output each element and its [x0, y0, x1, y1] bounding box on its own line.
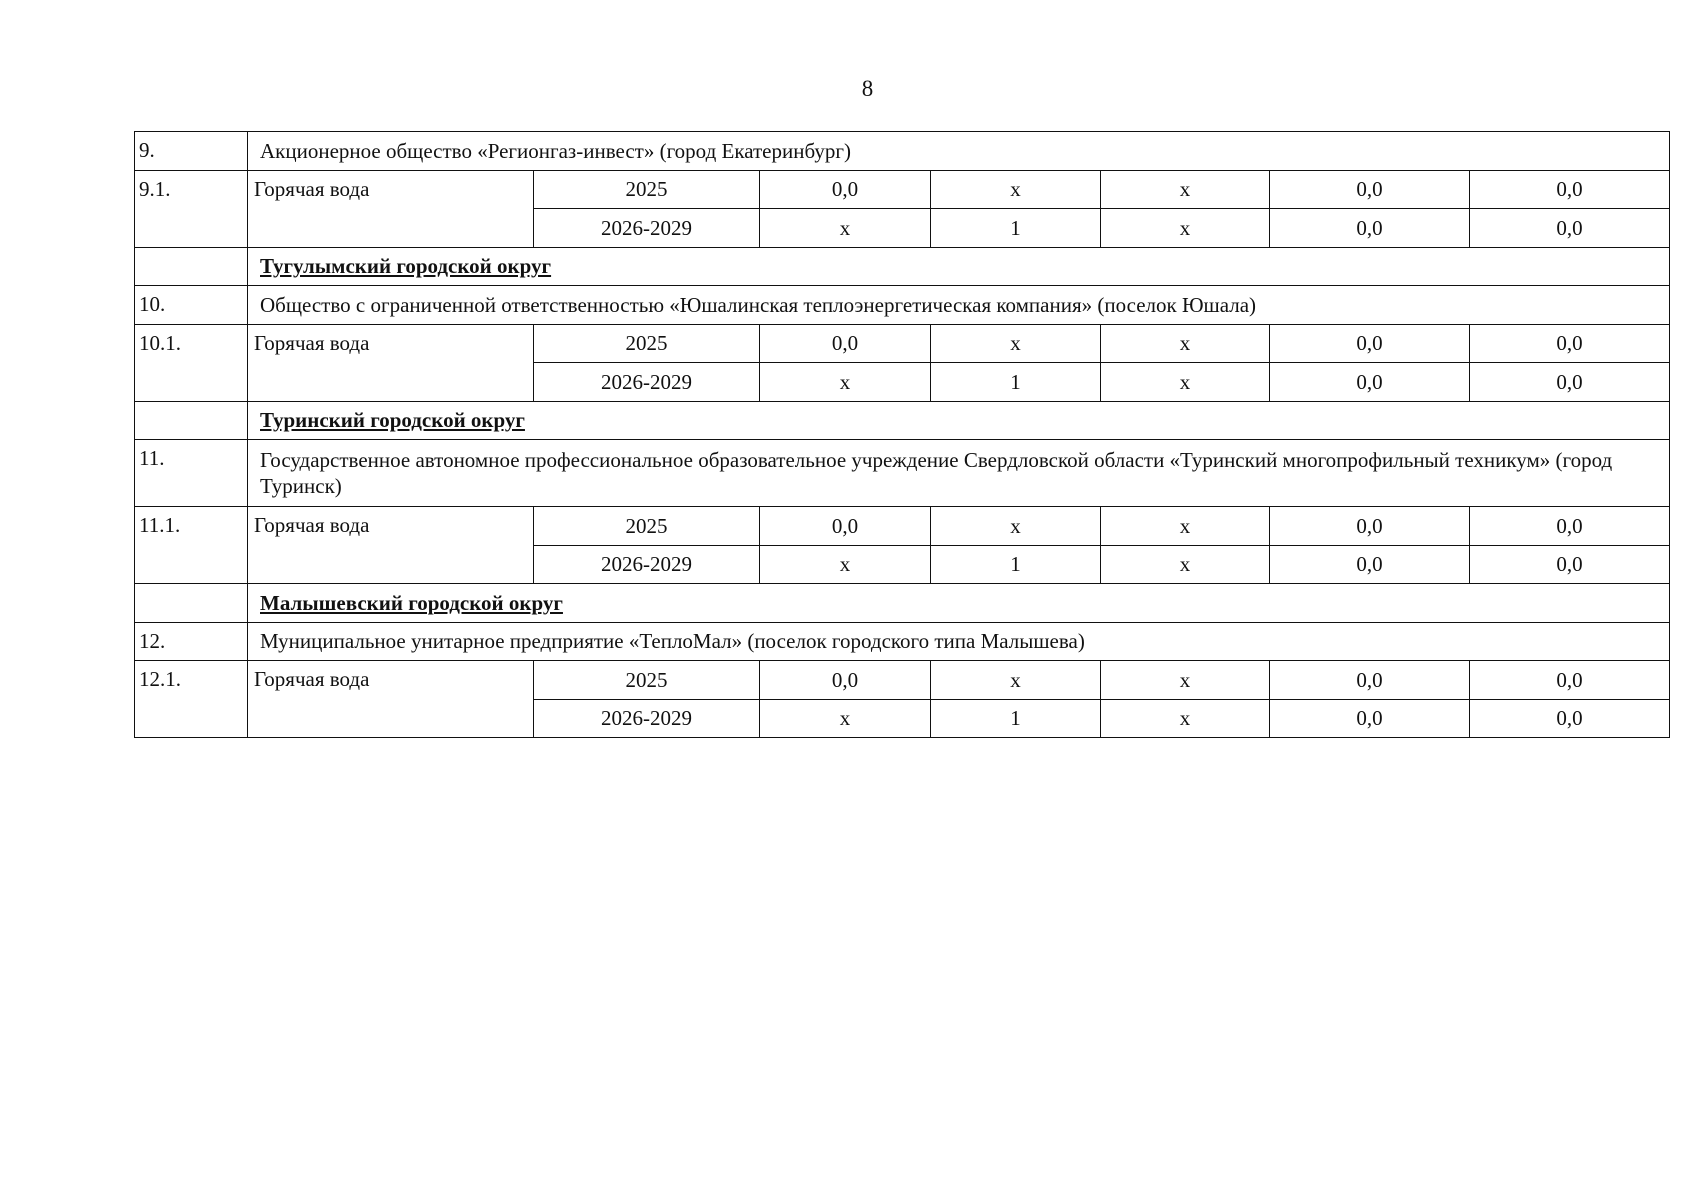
org-number: 12. — [135, 622, 248, 661]
value-cell: 0,0 — [760, 170, 931, 209]
value-cell: x — [1101, 209, 1270, 248]
sub-number: 12.1. — [135, 661, 248, 738]
value-cell: 0,0 — [1270, 170, 1470, 209]
sub-number: 9.1. — [135, 170, 248, 247]
table-row — [135, 170, 1670, 209]
value-cell: 0,0 — [1470, 363, 1670, 402]
sub-name: Горячая вода — [248, 507, 534, 584]
value-cell: x — [1101, 507, 1270, 546]
table-row — [135, 324, 1670, 363]
sub-number: 10.1. — [135, 324, 248, 401]
table-row — [135, 661, 1670, 700]
district-cell — [248, 401, 1670, 440]
value-cell: x — [760, 699, 931, 738]
value-cell: x — [931, 661, 1101, 700]
value-cell: 0,0 — [1470, 324, 1670, 363]
district-title: Туринский городской округ — [260, 408, 525, 433]
value-cell: x — [1101, 170, 1270, 209]
district-cell — [248, 247, 1670, 286]
value-cell: 0,0 — [1270, 507, 1470, 546]
org-number: 10. — [135, 286, 248, 325]
empty-cell — [135, 247, 248, 286]
value-cell: 0,0 — [760, 507, 931, 546]
district-row — [135, 584, 1670, 623]
value-cell: 1 — [931, 363, 1101, 402]
org-row — [135, 132, 1670, 171]
table-row — [135, 507, 1670, 546]
value-cell: 0,0 — [1270, 699, 1470, 738]
org-name: Общество с ограниченной ответственностью «Юшалинская теплоэнергетическая компания» (поселок Юшала) — [248, 286, 1670, 325]
value-cell: 0,0 — [1470, 699, 1670, 738]
district-cell — [248, 584, 1670, 623]
value-cell: x — [1101, 363, 1270, 402]
value-cell: 0,0 — [1470, 507, 1670, 546]
org-name: Акционерное общество «Регионгаз-инвест» (город Екатеринбург) — [248, 132, 1670, 171]
value-cell: 0,0 — [1470, 545, 1670, 584]
value-cell: 0,0 — [1270, 661, 1470, 700]
tariff-table — [134, 131, 1670, 738]
value-cell: x — [760, 363, 931, 402]
value-cell: x — [931, 324, 1101, 363]
district-row — [135, 247, 1670, 286]
period-cell: 2025 — [534, 661, 760, 700]
value-cell: 0,0 — [1270, 324, 1470, 363]
district-title: Малышевский городской округ — [260, 590, 563, 615]
value-cell: x — [931, 170, 1101, 209]
value-cell: 0,0 — [1470, 209, 1670, 248]
period-cell: 2025 — [534, 507, 760, 546]
value-cell: 1 — [931, 699, 1101, 738]
district-row — [135, 401, 1670, 440]
value-cell: x — [1101, 699, 1270, 738]
org-name: Муниципальное унитарное предприятие «ТеплоМал» (поселок городского типа Малышева) — [248, 622, 1670, 661]
org-row — [135, 622, 1670, 661]
sub-number: 11.1. — [135, 507, 248, 584]
sub-name: Горячая вода — [248, 324, 534, 401]
value-cell: x — [1101, 545, 1270, 584]
value-cell: 0,0 — [760, 324, 931, 363]
value-cell: 0,0 — [760, 661, 931, 700]
org-row — [135, 440, 1670, 507]
value-cell: 0,0 — [1470, 170, 1670, 209]
value-cell: x — [760, 209, 931, 248]
period-cell: 2025 — [534, 170, 760, 209]
org-row — [135, 286, 1670, 325]
period-cell: 2026-2029 — [534, 545, 760, 584]
value-cell: x — [1101, 661, 1270, 700]
sub-name: Горячая вода — [248, 170, 534, 247]
value-cell: 0,0 — [1270, 545, 1470, 584]
empty-cell — [135, 401, 248, 440]
value-cell: 0,0 — [1270, 209, 1470, 248]
value-cell: x — [760, 545, 931, 584]
page-number: 8 — [861, 76, 874, 101]
period-cell: 2026-2029 — [534, 699, 760, 738]
value-cell: x — [931, 507, 1101, 546]
org-number: 9. — [135, 132, 248, 171]
value-cell: x — [1101, 324, 1270, 363]
value-cell: 0,0 — [1470, 661, 1670, 700]
value-cell: 1 — [931, 209, 1101, 248]
period-cell: 2026-2029 — [534, 363, 760, 402]
sub-name: Горячая вода — [248, 661, 534, 738]
period-cell: 2025 — [534, 324, 760, 363]
value-cell: 0,0 — [1270, 363, 1470, 402]
org-number: 11. — [135, 440, 248, 507]
empty-cell — [135, 584, 248, 623]
value-cell: 1 — [931, 545, 1101, 584]
org-name: Государственное автономное профессиональное образовательное учреждение Свердловской области «Туринский многопрофильный техникум» (город Туринск) — [248, 440, 1670, 507]
district-title: Тугулымский городской округ — [260, 254, 552, 279]
period-cell: 2026-2029 — [534, 209, 760, 248]
